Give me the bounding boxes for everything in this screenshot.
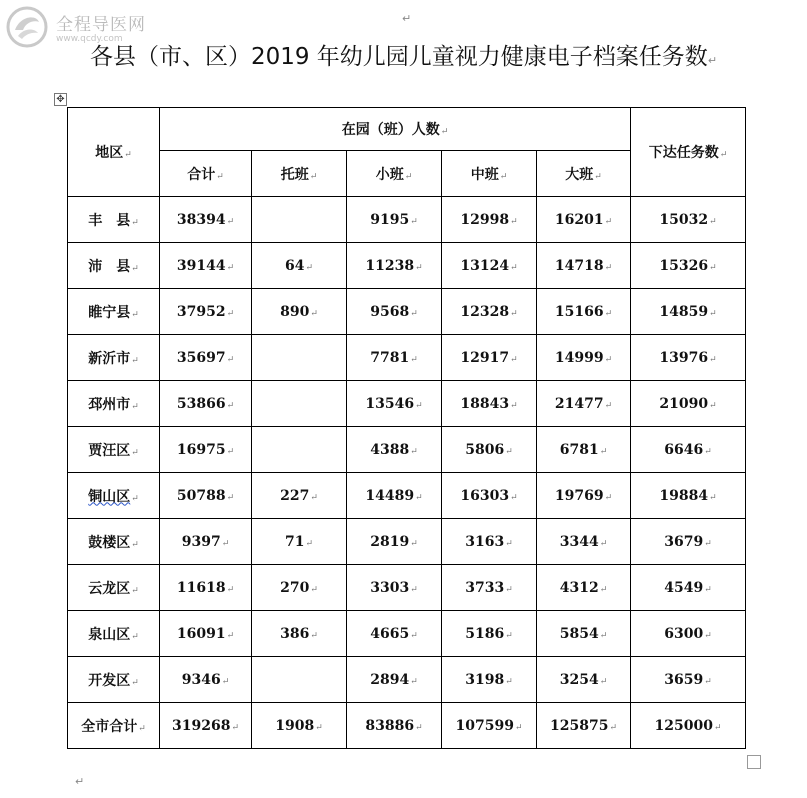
table-row	[68, 381, 746, 427]
cell-zhong: 5186↵	[442, 611, 537, 657]
paragraph-mark-end: ↵	[75, 775, 85, 788]
cell-task: 13976↵	[631, 335, 746, 381]
cell-tuo: 227↵	[252, 473, 347, 519]
cell-xiao: 9568↵	[347, 289, 442, 335]
cell-tuo: 1908↵	[252, 703, 347, 749]
watermark-site-name: 全程导医网	[56, 15, 146, 35]
cell-region: 云龙区↵	[68, 565, 160, 611]
cell-xiao: 13546↵	[347, 381, 442, 427]
cell-tuo	[252, 657, 347, 703]
table-row	[68, 519, 746, 565]
cell-zhong: 3198↵	[442, 657, 537, 703]
cell-xiao: 4388↵	[347, 427, 442, 473]
cell-task: 125000↵	[631, 703, 746, 749]
cell-task: 14859↵	[631, 289, 746, 335]
table-row	[68, 427, 746, 473]
table-row	[68, 197, 746, 243]
subheader-da: 大班↵	[537, 151, 631, 197]
cell-da: 3254↵	[537, 657, 631, 703]
cell-xiao: 14489↵	[347, 473, 442, 519]
cell-task: 4549↵	[631, 565, 746, 611]
cell-region: 铜山区↵	[68, 473, 160, 519]
cell-tuo	[252, 427, 347, 473]
header-task: 下达任务数↵	[631, 108, 746, 197]
table-row	[68, 473, 746, 519]
cell-zhong: 3733↵	[442, 565, 537, 611]
cell-tuo	[252, 197, 347, 243]
subheader-total: 合计↵	[160, 151, 252, 197]
table-header-row	[68, 108, 746, 151]
cell-region: 全市合计↵	[68, 703, 160, 749]
cell-tuo: 71↵	[252, 519, 347, 565]
document-title: 各县（市、区）2019 年幼儿园儿童视力健康电子档案任务数↵	[89, 44, 718, 70]
cell-region: 贾汪区↵	[68, 427, 160, 473]
cell-da: 14999↵	[537, 335, 631, 381]
cell-da: 19769↵	[537, 473, 631, 519]
cell-task: 21090↵	[631, 381, 746, 427]
cell-tuo	[252, 381, 347, 427]
cell-zhong: 12917↵	[442, 335, 537, 381]
cell-zhong: 12328↵	[442, 289, 537, 335]
cell-da: 14718↵	[537, 243, 631, 289]
cell-task: 15326↵	[631, 243, 746, 289]
table-row	[68, 703, 746, 749]
subheader-tuo: 托班↵	[252, 151, 347, 197]
cell-total: 38394↵	[160, 197, 252, 243]
cell-task: 3659↵	[631, 657, 746, 703]
cell-region: 睢宁县↵	[68, 289, 160, 335]
cell-region: 丰 县↵	[68, 197, 160, 243]
paragraph-mark: ↵	[402, 12, 412, 25]
cell-zhong: 16303↵	[442, 473, 537, 519]
cell-zhong: 5806↵	[442, 427, 537, 473]
cell-zhong: 13124↵	[442, 243, 537, 289]
cell-tuo: 64↵	[252, 243, 347, 289]
cell-total: 11618↵	[160, 565, 252, 611]
cell-region: 邳州市↵	[68, 381, 160, 427]
cell-total: 16091↵	[160, 611, 252, 657]
table-resize-handle[interactable]	[747, 755, 761, 769]
cell-zhong: 18843↵	[442, 381, 537, 427]
header-enrollment-group: 在园（班）人数↵	[160, 108, 631, 151]
table-row	[68, 611, 746, 657]
cell-total: 53866↵	[160, 381, 252, 427]
cell-total: 35697↵	[160, 335, 252, 381]
subheader-zhong: 中班↵	[442, 151, 537, 197]
cell-total: 319268↵	[160, 703, 252, 749]
task-table	[67, 107, 746, 749]
cell-region: 泉山区↵	[68, 611, 160, 657]
cell-tuo: 270↵	[252, 565, 347, 611]
cell-tuo: 890↵	[252, 289, 347, 335]
cell-zhong: 3163↵	[442, 519, 537, 565]
cell-da: 5854↵	[537, 611, 631, 657]
cell-region: 开发区↵	[68, 657, 160, 703]
table-row	[68, 335, 746, 381]
cell-tuo: 386↵	[252, 611, 347, 657]
cell-da: 16201↵	[537, 197, 631, 243]
cell-total: 39144↵	[160, 243, 252, 289]
cell-task: 19884↵	[631, 473, 746, 519]
watermark-site-url: www.qcdy.com	[56, 34, 123, 44]
table-row	[68, 565, 746, 611]
cell-xiao: 2819↵	[347, 519, 442, 565]
cell-tuo	[252, 335, 347, 381]
cell-task: 6646↵	[631, 427, 746, 473]
cell-total: 37952↵	[160, 289, 252, 335]
cell-total: 16975↵	[160, 427, 252, 473]
cell-task: 15032↵	[631, 197, 746, 243]
cell-da: 15166↵	[537, 289, 631, 335]
cell-xiao: 3303↵	[347, 565, 442, 611]
cell-task: 3679↵	[631, 519, 746, 565]
cell-zhong: 12998↵	[442, 197, 537, 243]
table-move-handle-icon[interactable]: ✥	[54, 93, 67, 106]
table-body	[68, 197, 746, 749]
cell-xiao: 9195↵	[347, 197, 442, 243]
cell-region: 新沂市↵	[68, 335, 160, 381]
cell-total: 9397↵	[160, 519, 252, 565]
cell-region: 鼓楼区↵	[68, 519, 160, 565]
table-row	[68, 657, 746, 703]
cell-total: 50788↵	[160, 473, 252, 519]
table-row	[68, 243, 746, 289]
cell-da: 6781↵	[537, 427, 631, 473]
header-region: 地区↵	[68, 108, 160, 197]
cell-zhong: 107599↵	[442, 703, 537, 749]
cell-task: 6300↵	[631, 611, 746, 657]
cell-xiao: 11238↵	[347, 243, 442, 289]
cell-da: 4312↵	[537, 565, 631, 611]
cell-region: 沛 县↵	[68, 243, 160, 289]
cell-xiao: 83886↵	[347, 703, 442, 749]
cell-total: 9346↵	[160, 657, 252, 703]
cell-xiao: 7781↵	[347, 335, 442, 381]
cell-da: 21477↵	[537, 381, 631, 427]
cell-xiao: 2894↵	[347, 657, 442, 703]
cell-da: 3344↵	[537, 519, 631, 565]
table-row	[68, 289, 746, 335]
cell-da: 125875↵	[537, 703, 631, 749]
cell-xiao: 4665↵	[347, 611, 442, 657]
subheader-xiao: 小班↵	[347, 151, 442, 197]
